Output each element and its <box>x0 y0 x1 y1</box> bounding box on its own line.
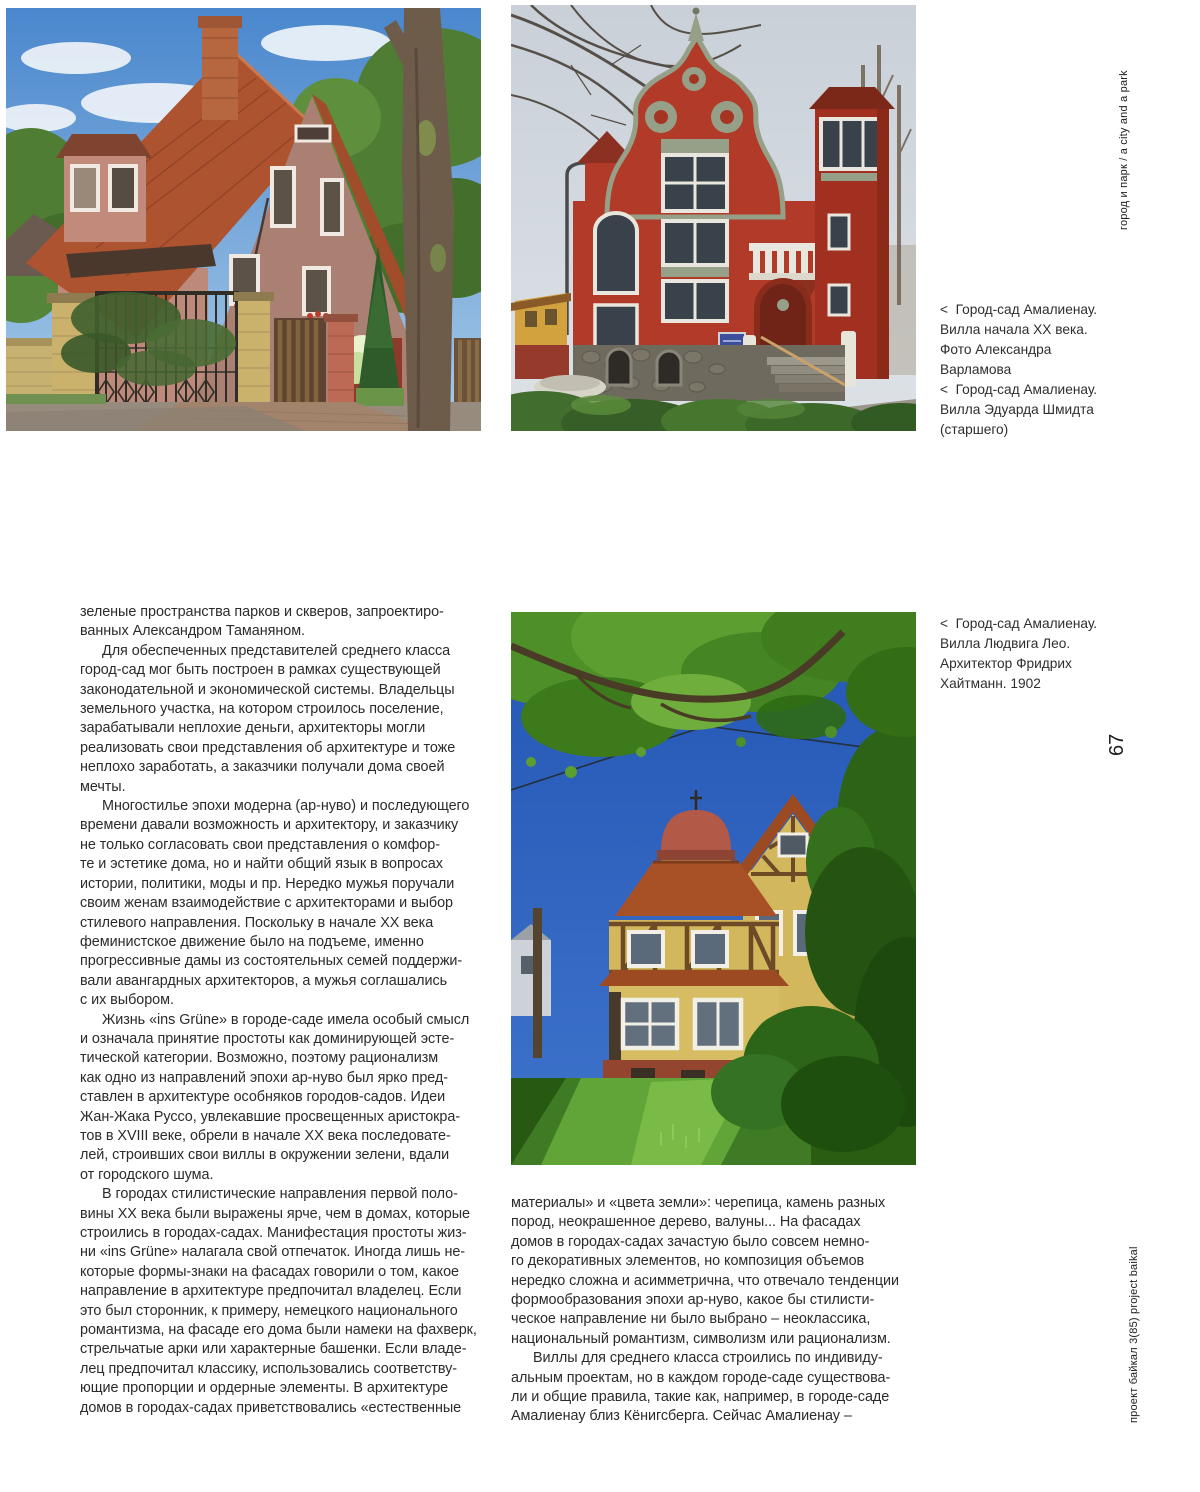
paragraph: Многостилье эпохи модерна (ар-нуво) и последующего времени давали возможность и архитектору, и заказчику не только согласовать свои представления о комфор- те и эстетике дома, но и найти общий язык в вопросах истории, политики, моды и пр. Нередко мужья поручали своим женам взаимодействие с архитекторами и выбор стилевого направления. Поскольку в начале XX века феминистское движение было на подъеме, именно прогрессивные дамы из состоятельных семей поддержи- вали авангардных архитекторов, а мужья соглашались с их выбором. <box>80 798 470 1009</box>
photo-villa-eduard-schmidt <box>511 5 916 431</box>
photo-villa-early-20th-century <box>6 8 481 431</box>
paragraph: зеленые пространства парков и скверов, запроектиро- ванных Александром Таманяном. <box>80 604 444 640</box>
edge-text-journal: проект байкал 3(85) project baikal <box>1128 1246 1140 1423</box>
yellow-house <box>511 293 571 379</box>
article-column-left <box>80 603 484 1418</box>
paragraph: материалы» и «цвета земли»: черепица, камень разных пород, неокрашенное дерево, валуны... На фасадах домов в городах-садах зачастую было совсем немно- го декоративных элементов, но композиция объемов нередко сложна и асимметрична, что отвечало тенденции формообразования эпохи ар-нуво, какое бы стилисти- ческое направление ни было выбрано – неоклассика, национальный романтизм, символизм или рационализм. <box>511 1195 900 1347</box>
photo-villa-leo-illustration <box>511 612 916 1165</box>
photo-villa-schmidt-illustration <box>511 5 916 431</box>
paragraph: Виллы для среднего класса строились по индивиду- альным проектам, но в каждом городе-саде существова- ли и общие правила, такие как, например, в городе-саде Амалиенау близ Кёнигсберга. Сейчас Амалиенау – <box>511 1350 891 1425</box>
photo-villa-ludwig-leo <box>511 612 916 1165</box>
page-number: 67 <box>1106 733 1128 756</box>
caption-villa-leo: < Город-сад Амалиенау. Вилла Людвига Лео. Архитектор Фридрих Хайтманн. 1902 <box>940 616 1098 691</box>
dormer-roof <box>56 134 152 158</box>
paragraph: Для обеспеченных представителей среднего класса город-сад мог быть построен в рамках существующей законодательной и экономической системы. Владельцы земельного участка, на котором строилось поселение, зарабатывали неплохие деньги, архитекторы могли реализовать свои представления об архитектуре и тоже неплохо заработать, а заказчики получали дома своей мечты. <box>80 642 456 795</box>
paragraph: В городах стилистические направления первой поло- вины XX века были выражены ярче, чем в домах, которые строились в городах-садах. Манифестация простоты жиз- ни «ins Grüne» налагала свой отпечаток. Иногда лишь не- которые формы-знаки на фасадах говорили о том, какое направление в архитектуре предпочитал владелец. Если это был сторонник, к примеру, немецкого национального романтизма, на фасаде его дома были намеки на фахверк, стрельчатые арки или характерные башенки. Если владе- лец предпочитал классику, использовались соответству- ющие пропорции и ордерные элементы. В архитектуре домов в городах-садах приветствовались «естественные <box>80 1186 477 1416</box>
article-column-right <box>511 1194 915 1427</box>
caption-villa-early-20th: < Город-сад Амалиенау. Вилла начала XX века. Фото Александра Варламова <box>940 302 1098 377</box>
chimney <box>202 20 238 120</box>
photo-villa-early-20th-illustration <box>6 8 481 431</box>
caption-villa-schmidt: < Город-сад Амалиенау. Вилла Эдуарда Шмидта (старшего) <box>940 382 1098 437</box>
paragraph: Жизнь «ins Grüne» в городе-саде имела особый смысл и означала принятие простоты как доминирующей эсте- тической категории. Возможно, поэтому рационализм как одно из направлений эпохи ар-нуво был ярко пред- ставлен в архитектуре особняков городов-садов. Идеи Жан-Жака Руссо, увлекавшие просвещенных аристокра- тов в XVIII веке, обрели в начале XX века последовате- лей, строивших свои виллы в окружении зелени, вдали от городского шума. <box>80 1011 470 1183</box>
edge-text-section: город и парк / a city and a park <box>1118 70 1130 230</box>
